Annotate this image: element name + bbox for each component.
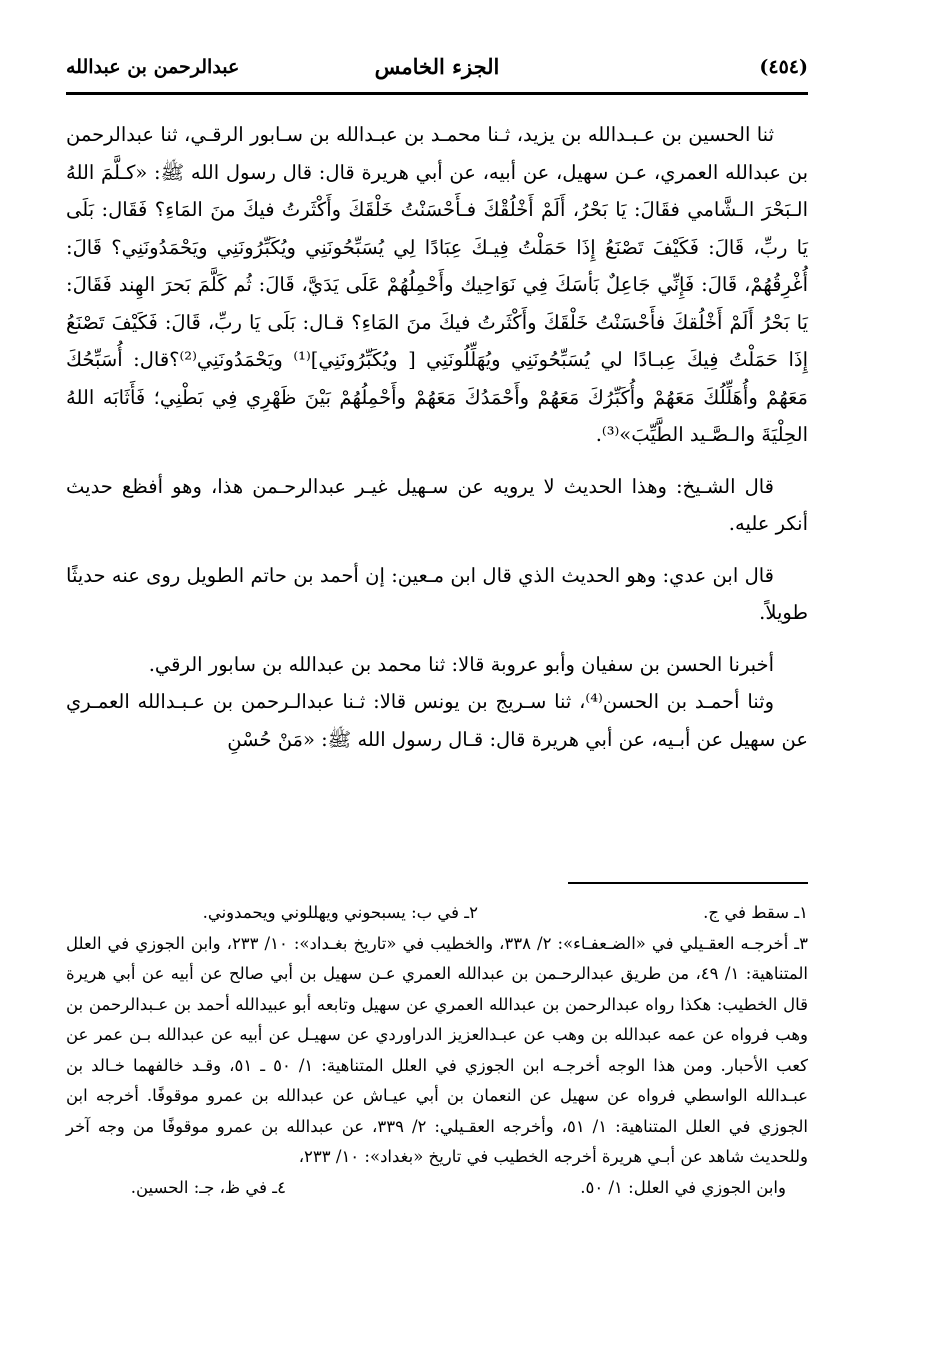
footnote-rule bbox=[568, 882, 808, 884]
footnote-row bbox=[66, 898, 808, 929]
sheikh-comment: قال الشـيخ: وهذا الحديث لا يرويه عن سـهيل غيـر عبدالرحـمن هذا، وهو أفظع حديث أنكر عليه. bbox=[66, 474, 808, 535]
footnote-3: ٣ـ أخرجـه العقـيلي في «الضـعفـاء»: ٢/ ٣٣٨، والخطيب في «تاريخ بغـداد»: ١٠/ ٢٣٣، وابن الجوزي في العلل المتناهية: ١/ ٤٩، من طريق عبدالرحـمن بن عبدالله العمري عـن سهيل بن أبي صالح عن أبيه عن أبي هريرة قال الخطيب: هكذا رواه عبدالرحمن بن عبدالله العمري عن سهيل وتابعه أبو عبيدالله أحمد بن عـبدالرحمن بن وهب فرواه عن عمه عبدالله بن وهب عن عبـدالعزيز الدراوردي عن سهيـل عن أبيه عن عبدالله بـن عمر عن كعب الأحبار. ومن هذا الوجه أخرجـه ابن الجوزي في العلل المتناهية: ١/ ٥٠ ـ ٥١، وقـد خالفهما خـالد بن عبـدالله الواسطي فرواه عن سهيل عن النعمان بن أبي عيـاش عن عبدالله بن عمرو موقوفًا. أخرجه ابن الجوزي في العلل المتناهية: ١/ ٥١، وأخرجه العقـيلي: ٢/ ٣٣٩، عن عبدالله بن عمرو موقوفًا من وجه آخر وللحديث شاهد عن أبـي هريرة أخرجه الخطيب في تاريخ «بغداد»: ١٠/ ٢٣٣، bbox=[66, 933, 809, 1166]
footnotes bbox=[66, 898, 808, 1203]
footnote-1: ١ـ سقط في ج. bbox=[703, 903, 808, 922]
running-header bbox=[66, 50, 808, 90]
footnote-row bbox=[66, 1173, 808, 1204]
footnote-2: ٢ـ في ب: يسبحوني ويهللوني ويحمدوني. bbox=[202, 903, 478, 922]
ibn-adi-comment: قال ابن عدي: وهو الحديث الذي قال ابن مـعين: إن أحمد بن حاتم الطويل روى عنه حديثًا طويلاً. bbox=[66, 563, 808, 624]
header-rule bbox=[66, 92, 808, 95]
page-number: (٤٥٤) bbox=[759, 56, 808, 78]
running-title: عبدالرحمن بن عبدالله bbox=[66, 56, 240, 78]
chain-paragraph-1: أخبرنا الحسن بن سفيان وأبو عروبة قالا: ثنا محمد بن عبدالله بن سابور الرقي. bbox=[148, 652, 774, 676]
footnote-3-tail: وابن الجوزي في العلل: ١/ ٥٠. bbox=[580, 1177, 786, 1197]
main-text bbox=[66, 116, 808, 758]
hadith-paragraph: ثنا الحسين بن عـبـدالله بن يزيد، ثـنا محمـد بن عبـدالله بن سـابور الرقـي، ثنا عبدالرحمن بن عبدالله العمري، عـن سهيل، عن أبيه، عن أبي هريرة قال: قال رسول الله ﷺ: «كـلَّمَ اللهُ الـبَحْرَ الـشَّامي فقَالَ: يَا بَحْرُ، أَلَمْ أَخْلُقْكَ فـأَحْسَنْتُ خَلْقَكَ وأَكْثَرتُ فيكَ منَ المَاءِ؟ فَقَال: بَلَى يَا ربِّ، قَالَ: فَكَيْفَ تَصْنَعُ إِذَا حَمَلْتُ فِيـكَ عِبَادًا لِي يُسَبِّحُونَنِي ويُكَبِّرُونَنِي ويَحْمَدُونَنِي؟ قَالَ: أُغْرِقُهُمْ، قَالَ: فَإِنِّي جَاعِلٌ بَأسَكَ فِي نَوَاحِيك وأَحْمِلُهُمْ عَلَى يَدَيَّ، قَالَ: ثُم كَلَّمَ بَحرَ الهِند فَقَالَ: يَا بَحْرُ أَلَمْ أَخْلُقكَ فأَحْسَنْتُ خَلْقَكَ وأَكْثَرتُ فيكَ منَ المَاءِ؟ قـال: بَلَى يَا ربِّ، قَالَ: فَكَيْفَ تَصْنَعُ إِذَا حَمَلْتُ فِيكَ عِبـادًا لي يُسَبِّحُونَنِي ويُهَلِّلُونَنِي [ ويُكَبِّرُونَنِي]⁽¹⁾ ويَحْمَدُونَنِي⁽²⁾؟قال: أُسَبِّحُكَ مَعَهُمْ وأُهَلِّلُكَ مَعَهُمْ وأُكَبِّرُكَ مَعَهُمْ وأَحْمَدُكَ مَعَهُمْ وأَحْمِلُهُمْ بَيْنَ ظَهْرِي فِي بَطْنِي؛ فَأَثَابَه اللهُ الحِلْيَةَ والـصَّـيد الطَّيِّبَ»⁽³⁾. bbox=[66, 123, 808, 446]
chain-paragraph-2: وثنا أحمـد بن الحسن⁽⁴⁾، ثنا سـريج بن يونس قالا: ثـنا عبدالـرحمن بن عـبـدالله العمـري عن سهيل عن أبـيه، عن أبي هريرة قال: قـال رسول الله ﷺ: «مَنْ حُسْنِ bbox=[66, 690, 808, 751]
volume-title: الجزء الخامس bbox=[374, 54, 500, 79]
footnote-4: ٤ـ في ظ، جـ: الحسين. bbox=[130, 1177, 286, 1197]
